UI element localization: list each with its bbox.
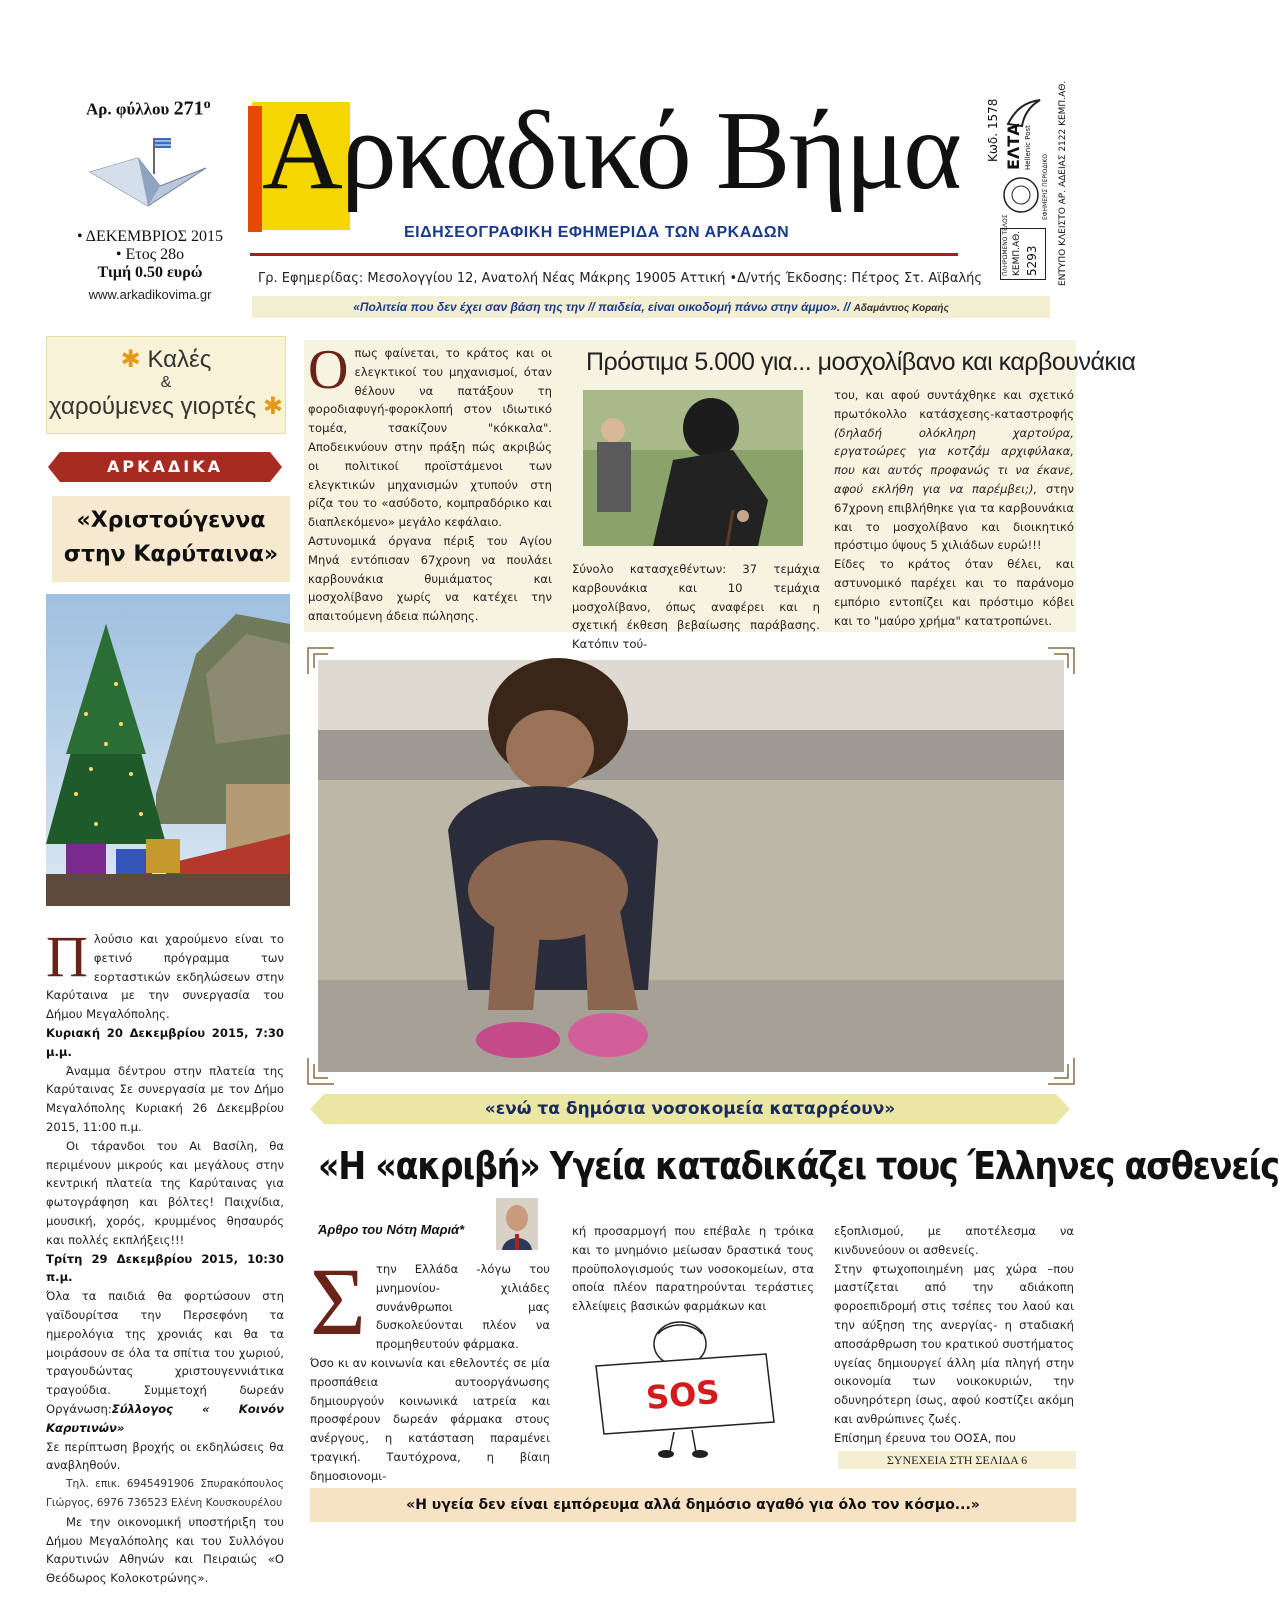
postal-permit: ΕΝΤΥΠΟ ΚΛΕΙΣΤΟ ΑΡ. ΑΔΕΙΑΣ 2122 ΚΕΜΠ.ΑΘ. (1058, 80, 1068, 286)
left-paragraph-5: Με την οικονομική υποστήριξη του Δήμου Μεγαλόπολης και του Συλλόγου Καρυτινών Αθηνών και Πειραιώς «Ο Θεόδωρος Κολοκοτρώνης». (46, 1514, 284, 1586)
left-dropcap: Π (46, 924, 88, 989)
issue-number (86, 96, 211, 121)
left-article-title (52, 496, 290, 582)
fine-col-2-text: Σύνολο κατασχεθέντων: 37 τεμάχια καρβουνάκια και 10 τεμάχια μοσχολίβανο, όπως αναφέρει και η σχετική έκθεση βεβαίωσης παράβασης. Κατόπιν τού- (572, 562, 820, 652)
postal-office: ΚΕΜΠ.ΑΘ. (1012, 230, 1022, 276)
fine-col-3b-text: στην 67χρονη επιβλήθηκε για τα καρβουνάκια και το μοσχολίβανο και διοικητικό πρόστιμο ύψους 5 χιλιάδων ευρώ!!! (834, 481, 1074, 553)
star-icon: ✱ (262, 393, 283, 420)
holiday-greeting (46, 336, 286, 434)
issue-label: Αρ. φύλλου (86, 99, 170, 119)
health-headline: «Η «ακριβή» Υγεία καταδικάζει τους Έλληνες ασθενείς (318, 1144, 1279, 1188)
paid-label: ΠΛΗΡΩΜΕΝΟ ΤΕΛΟΣ (1002, 214, 1009, 276)
issue-meta (40, 228, 260, 304)
christmas-tree-photo (46, 594, 290, 906)
left-intro: λούσιο και χαρούμενο είναι το φετινό πρόγραμμα των εορταστικών εκδηλώσεων στην Καρύταινα με την συνεργασία του Δήμου Μεγαλόπολης. (46, 932, 284, 1022)
fine-col-1b-text: Αστυνομικά όργανα πέριξ του Αγίου Μηνά εντόπισαν 67χρονη να πουλάει καρβουνάκια θυμιάματος και μοσχολίβανο χωρίς να κατέχει την απαιτούμενη άδεια πώλησης. (308, 533, 552, 624)
postal-code: Κωδ. 1578 (986, 98, 1000, 162)
health-col-3c-text: Επίσημη έρευνα του ΟΟΣΑ, που (834, 1430, 1016, 1445)
star-icon: ✱ (120, 346, 141, 373)
fine-col-3-italic: (δηλαδή ολόκληρη χαρτούρα, εργατοώρες για κοτζάμ αρχιφύλακα, που και αυτός προφανώς τι να έκανε, αφού εκλήθη για να παρέμβει;), (834, 425, 1074, 496)
fine-article-col-3 (834, 386, 1074, 630)
kicker-text: «ενώ τα δημόσια νοσοκομεία καταρρέουν» (484, 1099, 896, 1119)
sos-sign-illustration (588, 1318, 778, 1460)
issue-value: 271 (173, 97, 204, 120)
left-title-line-1: «Χριστούγεννα (76, 508, 266, 533)
continued-link[interactable]: ΣΥΝΕΧΕΙΑ ΣΤΗ ΣΕΛΙΔΑ 6 (838, 1451, 1076, 1469)
left-paragraph-2: Οι τάρανδοι του Αι Βασίλη, θα περιμένουν μικρούς και μεγάλους στην κεντρική πλατεία της Καρύταινας για φωτογράφηση και βόλτες! Παιχνίδια, μουσική, χορός, κρυμμένος θησαυρός και πολλές εκπλήξεις!!! (46, 1138, 284, 1247)
motto-quote: «Πολιτεία που δεν έχει σαν βάση της την // παιδεία, είναι οικοδομή πάνω στην άμμο». // (353, 300, 851, 314)
issue-year: • Ετος 28ο (115, 246, 185, 263)
elta-label: ΕΛΤΑ (1004, 123, 1023, 170)
health-dropcap: Σ (310, 1248, 366, 1355)
left-organizer: Σύλλογος « Κοινόν Καρυτινών» (46, 1401, 284, 1435)
health-col-1 (310, 1248, 550, 1486)
publisher-address: Γρ. Εφημερίδας: Μεσολογγίου 12, Ανατολή Νέας Μάκρης 19005 Αττική •Δ/ντής Έκδοσης: Πέτρος Στ. Αϊβαλής (258, 271, 983, 286)
motto-author: Αδαμάντιος Κοραής (853, 303, 949, 314)
fine-col-3a-text: του, και αφού συντάχθηκε και σχετικό πρωτόκολλο κατάσχεσης-καταστροφής (834, 388, 1074, 421)
postal-stamp-text: ΕΦΗΜΕΡΙΣ ΠΕΡΙΟΔΙΚΟ (1042, 153, 1049, 220)
health-col-3a-text: εξοπλισμού, με αποτέλεσμα να κινδυνεύουν οι ασθενείς. (834, 1224, 1074, 1257)
greeting-line-2: & (160, 374, 172, 391)
postal-block (980, 80, 1072, 296)
elta-sublabel: Hellenic Post (1024, 125, 1032, 170)
website-link[interactable]: www.arkadikovima.gr (88, 287, 212, 302)
postal-stamp-icon (1002, 176, 1040, 214)
newspaper-subtitle: ΕΙΔΗΣΕΟΓΡΑΦΙΚΗ ΕΦΗΜΕΡΙΔΑ ΤΩΝ ΑΡΚΑΔΩΝ (404, 224, 790, 241)
motto-bar (252, 296, 1050, 318)
issue-price: Τιμή 0.50 ευρώ (97, 264, 203, 281)
left-paragraph-4: Σε περίπτωση βροχής οι εκδηλώσεις θα αναβληθούν. (46, 1439, 284, 1473)
left-paragraph-1: Άναμμα δέντρου στην πλατεία της Καρύταινας Σε συνεργασία με τον Δήμο Μεγαλόπολης Κυριακή 26 Δεκεμβρίου 2015, 11:00 π.μ. (46, 1063, 284, 1134)
health-col-3 (834, 1222, 1074, 1448)
postal-number: 5293 (1025, 245, 1039, 276)
issue-sup: ο (203, 96, 211, 112)
left-date-2: Τρίτη 29 Δεκεμβρίου 2015, 10:30 π.μ. (46, 1251, 284, 1285)
elderly-woman-photo (583, 390, 803, 546)
section-label: ΑΡΚΑΔΙΚΑ (106, 457, 223, 476)
article-byline: Άρθρο του Νότη Μαριά* (318, 1222, 465, 1237)
left-paragraph-3: Όλα τα παιδιά θα φορτώσουν στη γαϊδουρίτσα την Περσεφόνη τα ημερολόγια της χρονιάς και θα τα μοιράσουν σε όλα τα σπίτια του χωριού, τραγουδώντας χριστουγεννιάτικα τραγούδια. Συμμετοχή δωρεάν Οργάνωση: (46, 1289, 284, 1416)
sos-text: SOS (644, 1372, 721, 1418)
paper-boat-logo (88, 128, 208, 220)
health-col-1-text: την Ελλάδα -λόγω του μνημονίου- χιλιάδες συνάνθρωποι μας δυσκολεύονται πλέον να προμηθευτούν φάρμακα. (375, 1262, 550, 1352)
crying-child-photo (318, 660, 1064, 1072)
fine-article-col-2 (572, 560, 820, 654)
footer-quote: «Η υγεία δεν είναι εμπόρευμα αλλά δημόσιο αγαθό για όλο τον κόσμο...» (310, 1488, 1076, 1522)
greeting-line-3: χαρούμενες γιορτές (49, 393, 257, 420)
health-col-2-text: κή προσαρμογή που επέβαλε η τρόικα και το μνημόνιο μείωσαν δραστικά τους προϋπολογισμούς των νοσοκομείων, στα οποία πλέον παρατηρούνται τεράστιες ελλείψεις βασικών φαρμάκων και (572, 1224, 814, 1314)
newspaper-title: Αρκαδικό Βήμα (262, 89, 960, 213)
fine-article-col-1 (308, 339, 552, 626)
left-phones: Τηλ. επικ. 6945491906 Σπυρακόπουλος Γιώργος, 6976 736523 Ελένη Κουσκουρέλου (46, 1478, 284, 1509)
left-date-1: Κυριακή 20 Δεκεμβρίου 2015, 7:30 μ.μ. (46, 1025, 284, 1059)
issue-date: • ΔΕΚΕΜΒΡΙΟΣ 2015 (76, 228, 224, 245)
fine-col-3c-text: Είδες το κράτος όταν θέλει, και αστυνομικό παρέχει και το παράνομο εμπόριο εντοπίζει και πρόστιμο κόβει και το "μαύρο χρήμα" κατατροπώνει. (834, 557, 1074, 628)
left-title-line-2: στην Καρύταινα» (63, 542, 279, 567)
section-tag-arkadika (48, 452, 282, 482)
author-avatar (496, 1198, 538, 1250)
kicker-banner (310, 1094, 1070, 1124)
health-col-1b-text: Όσο κι αν κοινωνία και εθελοντές σε μία προσπάθεια αυτοοργάνωσης δημιουργούν κοινωνικά ιατρεία και προσφέρουν δωρεάν φάρμακα στους ανέργους, η κατάσταση παραμένει τραγική. Ταυτόχρονα, η βίαιη δημοσιονομι- (310, 1355, 550, 1483)
left-article-body (46, 924, 284, 1588)
fine-article-headline: Πρόστιμα 5.000 για... μοσχολίβανο και καρβουνάκια (586, 348, 1136, 376)
greeting-line-1: Καλές (147, 346, 212, 373)
health-col-3b-text: Στην φτωχοποιημένη μας χώρα –που μαστίζεται από την αδιάκοπη φοροεπιδρομή στις τσέπες του λαού και την αύξηση της ανεργίας- η σταδιακή αποσάρθρωση του κρατικού συστήματος υγείας δημιουργεί άλλη μία πληγή στην οικονομία των νοικοκυριών, την οδυνηρότερη ίσως, αφού κοστίζει ακόμη και ανθρώπινες ζωές. (834, 1261, 1074, 1426)
health-col-2 (572, 1222, 814, 1316)
masthead-divider (250, 253, 958, 256)
fine-col-1-text: πως φαίνεται, το κράτος και οι ελεγκτικοί του μηχανισμοί, όταν θέλουν να πατάξουν τη φοροδιαφυγή-φοροκλοπή στον ιδιωτικό τομέα, τσακίζουν "κόκκαλα". Αποδεικνύουν στην πράξη πώς ακριβώς οι πολιτικοί προϊστάμενοι των ελεγκτικών μηχανισμών χτυπούν στη ρίζα του το «ασύδοτο, κομπραδόρικο και διαπλεκόμενο» μεγάλο κεφάλαιο. (308, 346, 552, 530)
fine-dropcap: Ο (308, 339, 349, 401)
